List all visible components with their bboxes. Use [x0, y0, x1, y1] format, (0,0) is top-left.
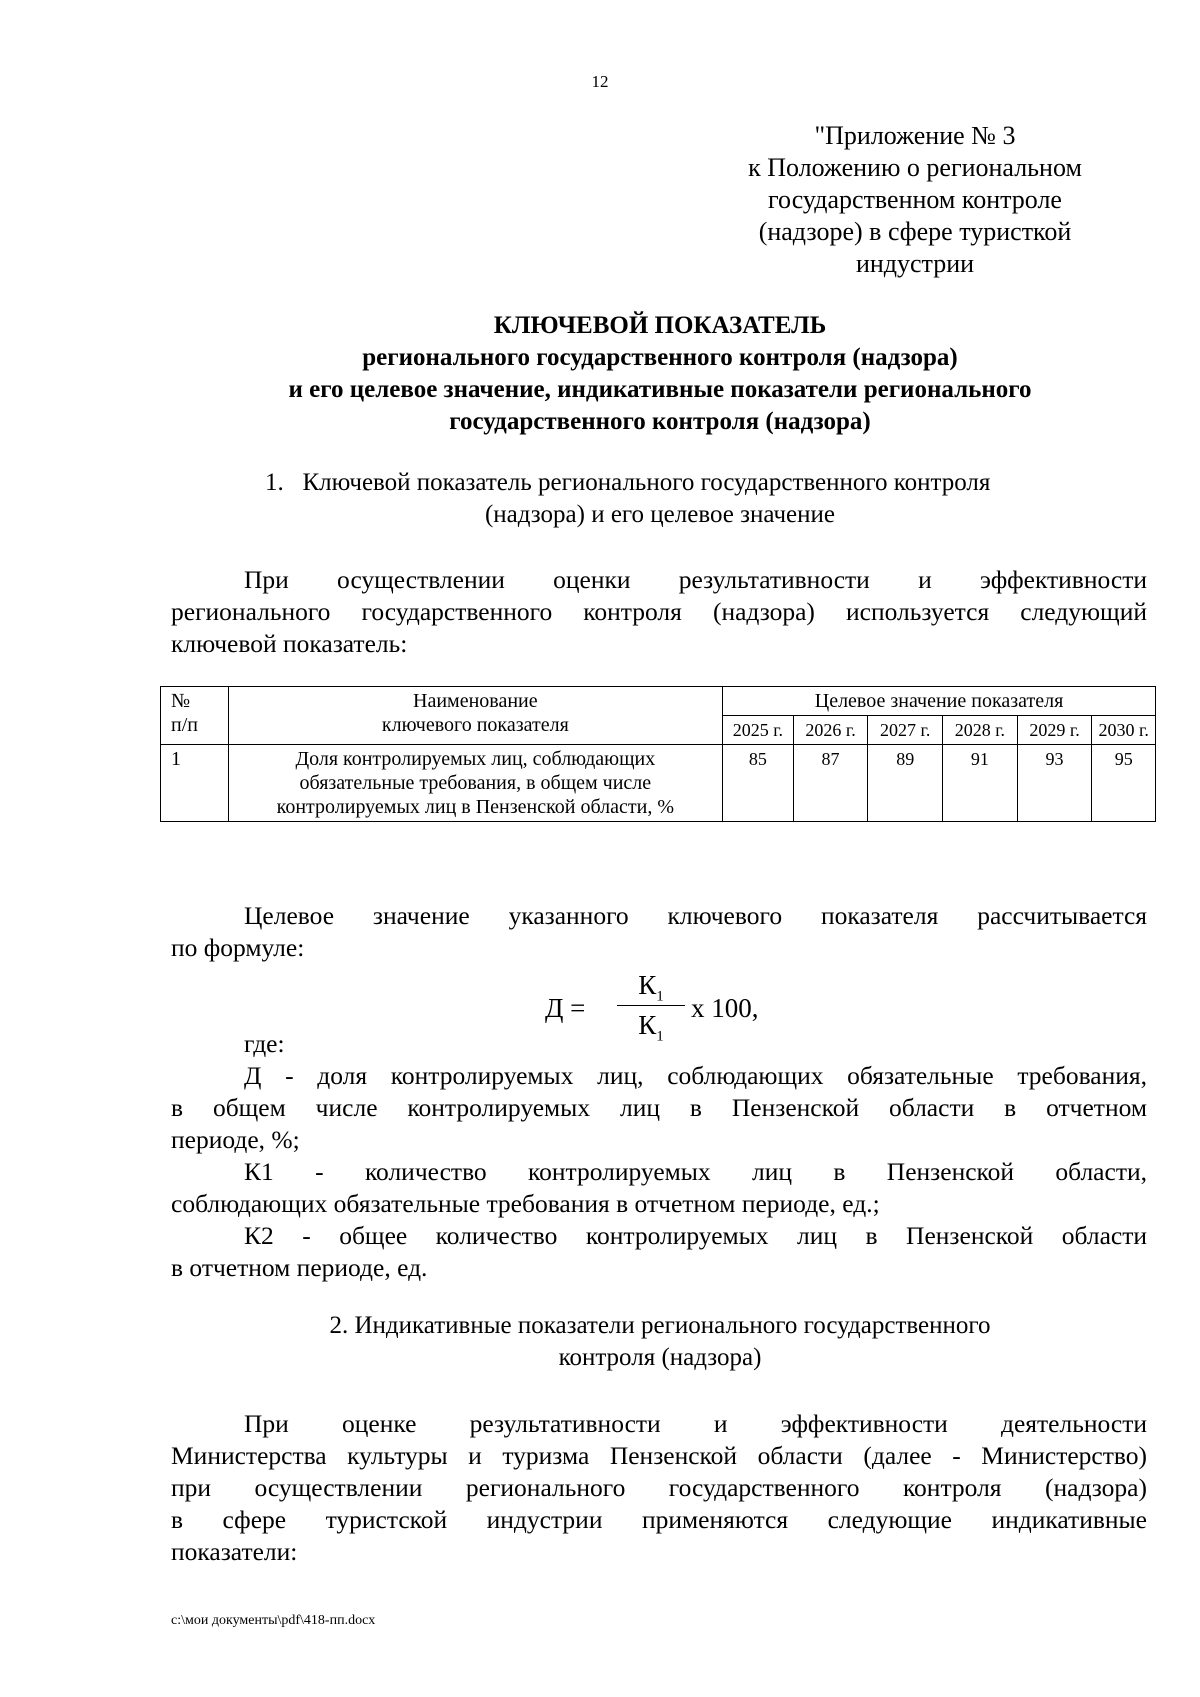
- paragraph-line: по формуле:: [171, 933, 305, 962]
- header-year: 2026 г.: [793, 716, 868, 745]
- paragraph-line: в общем числе контролируемых лиц в Пензенской области в отчетном: [171, 1093, 1147, 1122]
- header-year: 2028 г.: [943, 716, 1018, 745]
- heading-line: контроля (надзора): [558, 1344, 762, 1371]
- paragraph-line: показатели:: [171, 1537, 298, 1566]
- key-indicator-table: [160, 686, 1156, 822]
- paragraph-line: при осуществлении регионального государственного контроля (надзора): [171, 1473, 1147, 1502]
- appendix-line: к Положению о региональном: [748, 153, 1082, 182]
- paragraph-line: Министерства культуры и туризма Пензенской области (далее - Министерство): [171, 1441, 1147, 1470]
- row-indicator-name: Доля контролируемых лиц, соблюдающих обязательные требования, в общем числе контролируемых лиц в Пензенской области, %: [228, 745, 722, 822]
- row-value: 93: [1017, 745, 1092, 822]
- section-2-intro: [171, 1408, 1147, 1568]
- formula-denominator: $К_1$: [638, 1010, 664, 1045]
- paragraph-line: в отчетном периоде, ед.: [171, 1253, 428, 1282]
- row-value: 89: [868, 745, 943, 822]
- where-label: где:: [244, 1029, 285, 1058]
- title-line: и его целевое значение, индикативные показатели регионального: [288, 376, 1032, 403]
- page-number: 12: [591, 72, 609, 91]
- heading-line: 2. Индикативные показатели регионального государственного: [329, 1312, 991, 1339]
- paragraph-line: К2 - общее количество контролируемых лиц в Пензенской области: [244, 1221, 1147, 1250]
- appendix-note: [720, 120, 1110, 280]
- appendix-line: (надзоре) в сфере туристкой: [758, 217, 1072, 246]
- paragraph-line: соблюдающих обязательные требования в отчетном периоде, ед.;: [171, 1189, 880, 1218]
- appendix-line: индустрии: [855, 249, 975, 278]
- appendix-line: государственном контроле: [768, 185, 1062, 214]
- header-number: № п/п: [161, 687, 229, 745]
- paragraph-line: Д - доля контролируемых лиц, соблюдающих обязательные требования,: [244, 1061, 1147, 1090]
- row-value: 87: [793, 745, 868, 822]
- formula-lhs: Д =: [545, 993, 586, 1023]
- formula-numerator: $К_1$: [638, 970, 664, 1005]
- file-path-footer: c:\мои документы\pdf\418-пп.docx: [171, 1613, 376, 1628]
- paragraph-line: периоде, %;: [171, 1125, 300, 1154]
- paragraph-line: При осуществлении оценки результативности и эффективности: [244, 565, 1147, 594]
- table-row: [161, 745, 1156, 822]
- header-year: 2027 г.: [868, 716, 943, 745]
- header-year: 2029 г.: [1017, 716, 1092, 745]
- formula-intro: [171, 900, 1147, 964]
- paragraph-line: При оценке результативности и эффективности деятельности: [244, 1409, 1147, 1438]
- paragraph-line: К1 - количество контролируемых лиц в Пензенской области,: [244, 1157, 1147, 1186]
- section-1-heading: [130, 467, 1190, 531]
- header-target-value: Целевое значение показателя: [723, 687, 1156, 716]
- heading-line: 1. Ключевой показатель регионального государственного контроля: [265, 469, 991, 496]
- section-1-intro: [171, 564, 1147, 660]
- title-line: КЛЮЧЕВОЙ ПОКАЗАТЕЛЬ: [493, 312, 827, 339]
- row-number: 1: [161, 745, 229, 822]
- title-line: государственного контроля (надзора): [449, 408, 871, 435]
- paragraph-line: ключевой показатель:: [171, 629, 408, 658]
- paragraph-line: регионального государственного контроля (надзора) используется следующий: [171, 597, 1147, 626]
- paragraph-line: в сфере туристской индустрии применяются следующие индикативные: [171, 1505, 1147, 1534]
- formula-rhs: x 100,: [691, 993, 759, 1023]
- row-value: 85: [723, 745, 794, 822]
- paragraph-line: Целевое значение указанного ключевого показателя рассчитывается: [244, 901, 1147, 930]
- document-title: [130, 310, 1190, 438]
- definitions: [171, 1028, 1147, 1284]
- header-indicator-name: Наименование ключевого показателя: [228, 687, 722, 745]
- section-2-heading: [130, 1310, 1190, 1374]
- header-year: 2030 г.: [1092, 716, 1156, 745]
- row-value: 91: [943, 745, 1018, 822]
- header-year: 2025 г.: [723, 716, 794, 745]
- appendix-line: "Приложение № 3: [814, 121, 1016, 150]
- title-line: регионального государственного контроля (надзора): [362, 344, 958, 371]
- row-value: 95: [1092, 745, 1156, 822]
- heading-line: (надзора) и его целевое значение: [484, 501, 836, 528]
